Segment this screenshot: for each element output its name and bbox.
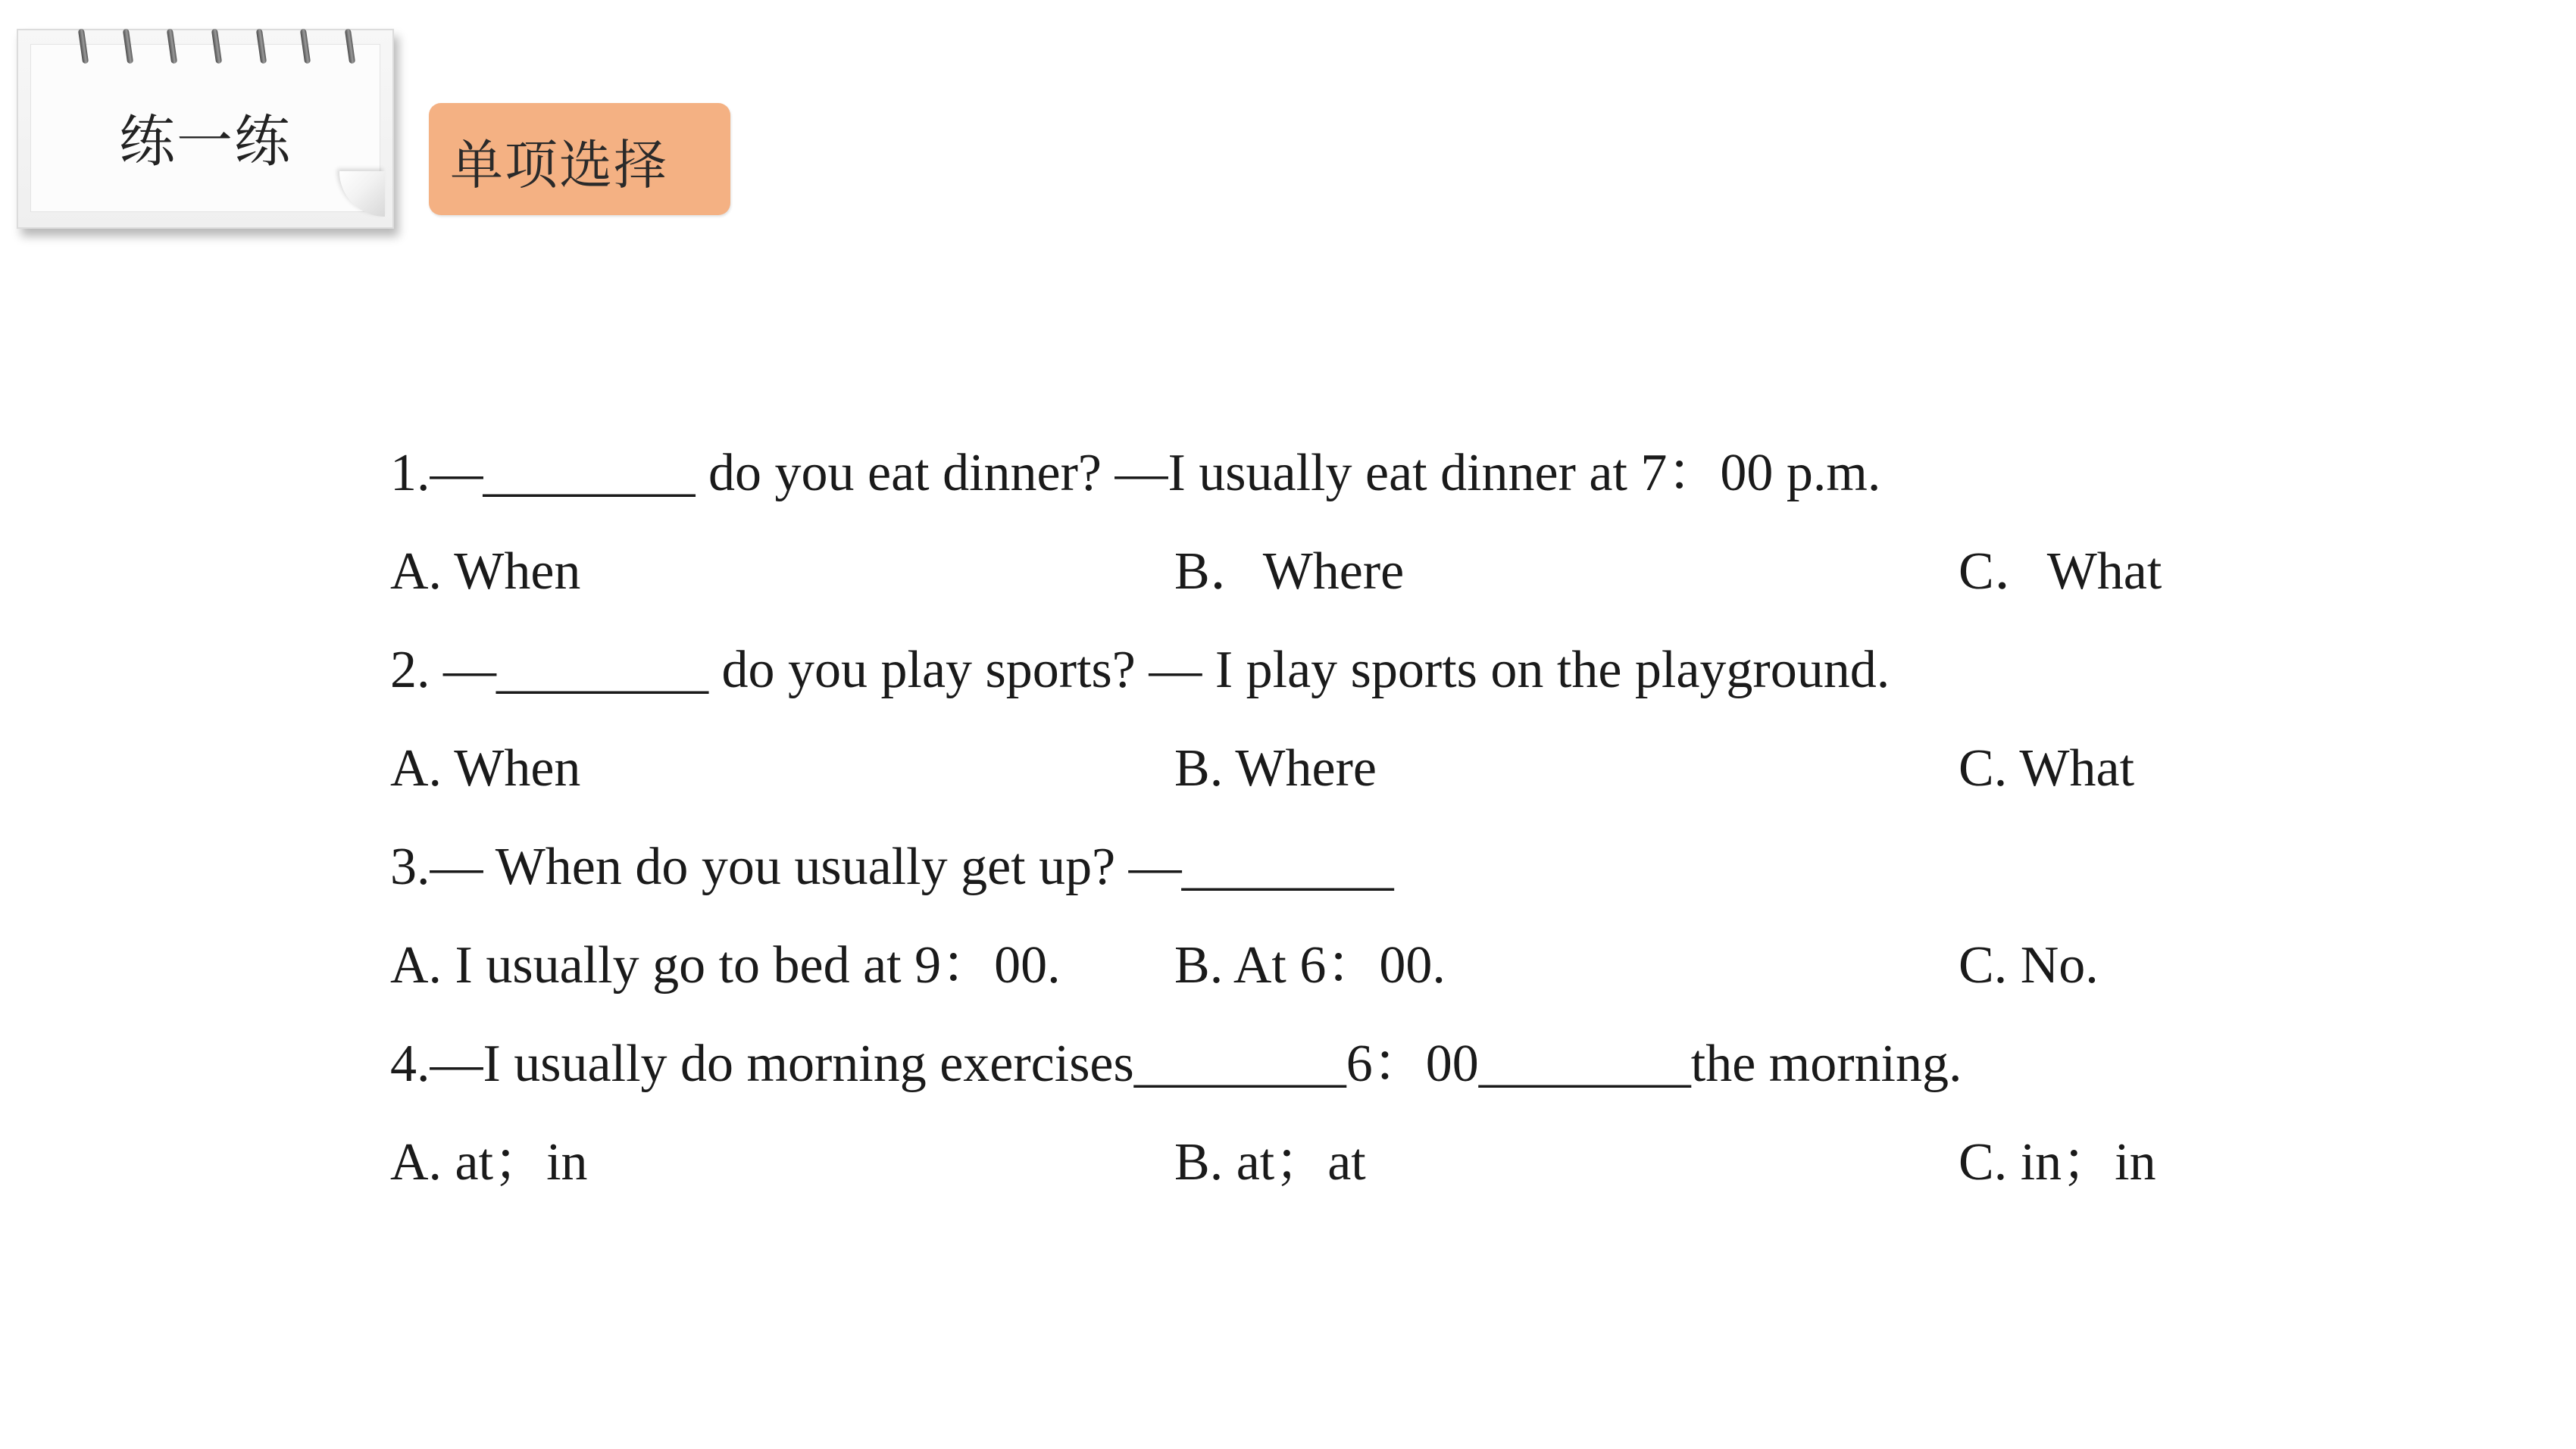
option-c[interactable]: C．What xyxy=(1959,542,2162,601)
question-list xyxy=(390,424,2330,1212)
notebook-card xyxy=(17,29,394,229)
question-2-options xyxy=(390,720,2330,818)
spiral-ring-icon xyxy=(122,29,133,64)
option-a[interactable]: A. When xyxy=(390,542,581,601)
option-c[interactable]: C. No. xyxy=(1959,936,2099,995)
question-1-options xyxy=(390,523,2330,621)
question-3: 3.— When do you usually get up? —________ xyxy=(390,838,1394,896)
section-label-badge xyxy=(429,103,730,215)
spiral-ring-icon xyxy=(167,29,177,64)
question-4: 4.—I usually do morning exercises________6：00________the morning. xyxy=(390,1035,1962,1093)
section-label: 单项选择 xyxy=(450,134,668,196)
question-4-options xyxy=(390,1113,2330,1212)
option-b[interactable]: B. at；at xyxy=(1174,1133,1366,1191)
option-b[interactable]: B. Where xyxy=(1174,739,1377,798)
option-b[interactable]: B．Where xyxy=(1174,542,1405,601)
spiral-ring-icon xyxy=(300,29,311,64)
option-b[interactable]: B. At 6：00. xyxy=(1174,936,1446,995)
option-c[interactable]: C. What xyxy=(1959,739,2135,798)
question-3-options xyxy=(390,917,2330,1015)
option-a[interactable]: A. at；in xyxy=(390,1133,588,1191)
question-1: 1.—________ do you eat dinner? —I usually eat dinner at 7：00 p.m. xyxy=(390,444,1881,502)
question-2: 2. —________ do you play sports? — I play sports on the playground. xyxy=(390,641,1890,699)
spiral-ring-icon xyxy=(211,29,222,64)
spiral-binding-icon xyxy=(80,29,353,65)
practice-title: 练一练 xyxy=(119,109,292,174)
option-c[interactable]: C. in；in xyxy=(1959,1133,2156,1191)
spiral-ring-icon xyxy=(255,29,266,64)
option-a[interactable]: A. I usually go to bed at 9：00. xyxy=(390,936,1061,995)
option-a[interactable]: A. When xyxy=(390,739,581,798)
